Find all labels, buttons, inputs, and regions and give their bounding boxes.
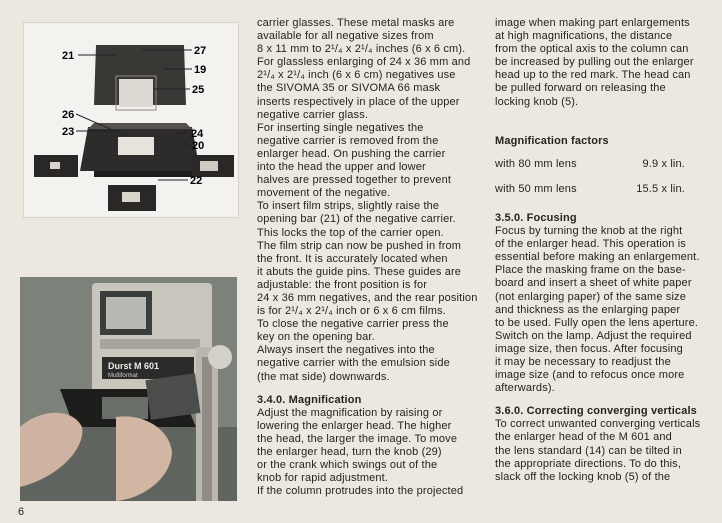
text-line: of the enlarger head. This operation is — [495, 238, 686, 251]
carrier-lid-window — [119, 79, 153, 107]
callout-25: 25 — [192, 84, 205, 96]
magnification-section — [257, 407, 481, 499]
text-line: For glassless enlarging of 24 x 36 mm and — [257, 56, 471, 69]
verticals-heading: 3.6.0. Correcting converging verticals — [495, 405, 697, 418]
text-line: enlarger head. On pushing the carrier — [257, 147, 446, 160]
text-line: opening bar (21) of the negative carrier. — [257, 213, 456, 226]
text-line: head up to the red mark. The head can — [495, 69, 691, 82]
text-line: To close the negative carrier press the — [257, 318, 449, 331]
text-line: Focus by turning the knob at the right — [495, 225, 683, 238]
text-line: inserts respectively in place of the upper — [257, 95, 460, 108]
enlarger-window — [106, 297, 146, 329]
text-line: negative carrier with the emulsion side — [257, 357, 450, 370]
text-line: essential before making an enlargement. — [495, 251, 700, 264]
text-line: at high magnifications, the distance — [495, 30, 673, 43]
verticals-section — [495, 418, 715, 483]
factor-row-80mm — [495, 158, 715, 171]
text-line: the front. It is accurately located when — [257, 252, 448, 265]
text-line: image size (and to refocus once more — [495, 369, 685, 382]
text-line: (the mat side) downwards. — [257, 370, 390, 383]
text-line: slack off the locking knob (5) of the — [495, 470, 671, 483]
text-line: key on the opening bar. — [257, 331, 375, 344]
callout-21: 21 — [62, 50, 75, 62]
magnification-factors-heading: Magnification factors — [495, 134, 609, 147]
callout-23: 23 — [62, 126, 75, 138]
text-line: movement of the negative. — [257, 187, 391, 200]
text-line: afterwards). — [495, 382, 555, 395]
factor-value: 15.5 x lin. — [636, 182, 685, 195]
text-line: To insert film strips, slightly raise the — [257, 200, 440, 213]
film-strip — [145, 373, 200, 420]
factor-lens: with 50 mm lens — [495, 182, 577, 195]
text-line: 8 x 11 mm to 2¹/₄ x 2¹/₄ inches (6 x 6 cm). — [257, 43, 466, 56]
brand-label: Durst M 601 — [108, 361, 160, 371]
text-line: Always insert the negatives into the — [257, 344, 435, 357]
focusing-heading: 3.5.0. Focusing — [495, 211, 577, 224]
focusing-section — [495, 225, 715, 395]
text-line: be increased by pulling out the enlarger — [495, 56, 694, 69]
text-line: or the crank which swings out of the — [257, 459, 438, 472]
callout-22: 22 — [190, 175, 203, 187]
text-line: be pulled forward on releasing the — [495, 82, 666, 95]
text-line: This locks the top of the carrier open. — [257, 226, 444, 239]
callout-24: 24 — [191, 128, 204, 140]
text-line: negative carrier glass. — [257, 108, 369, 121]
text-line: Adjust the magnification by raising or — [257, 406, 443, 419]
text-line: For inserting single negatives the — [257, 121, 424, 134]
carrier-instructions — [257, 17, 481, 384]
text-line: locking knob (5). — [495, 95, 579, 108]
carrier-base-window — [118, 137, 154, 155]
head-offset-text — [495, 17, 715, 109]
callout-26: 26 — [62, 109, 75, 121]
text-line: To correct unwanted converging verticals — [495, 418, 701, 431]
factor-lens: with 80 mm lens — [495, 157, 577, 170]
text-line: If the column protrudes into the projected — [257, 485, 464, 498]
height-knob — [208, 345, 232, 369]
text-line: into the head the upper and lower — [257, 161, 426, 174]
negative-carrier-illustration — [24, 23, 238, 217]
callout-27: 27 — [194, 45, 207, 57]
text-line: is for 2¹/₄ x 2¹/₄ inch or 6 x 6 cm films. — [257, 305, 446, 318]
callout-20: 20 — [192, 140, 205, 152]
text-line: the appropriate directions. To do this, — [495, 457, 682, 470]
text-line: image when making part enlargements — [495, 17, 690, 29]
callout-19: 19 — [194, 64, 207, 76]
factor-value: 9.9 x lin. — [642, 157, 685, 170]
page-number: 6 — [18, 506, 25, 518]
text-line: board and insert a sheet of white paper — [495, 277, 692, 290]
text-line: 2¹/₄ x 2¹/₄ inch (6 x 6 cm) negatives use — [257, 69, 456, 82]
text-line: the SIVOMA 35 or SIVOMA 66 mask — [257, 82, 441, 95]
text-column-2 — [495, 17, 715, 484]
text-line: available for all negative sizes from — [257, 30, 434, 43]
model-label: Multiformat — [108, 373, 138, 379]
text-line: halves are pressed together to prevent — [257, 174, 452, 187]
text-line: Switch on the lamp. Adjust the required — [495, 329, 692, 342]
text-line: and thickness as the enlarging paper — [495, 303, 681, 316]
text-line: adjustable: the front position is for — [257, 278, 428, 291]
text-line: negative carrier is removed from the — [257, 134, 439, 147]
text-line: (not enlarging paper) of the same size — [495, 290, 686, 303]
text-line: carrier glasses. These metal masks are — [257, 17, 455, 29]
text-line: the enlarger head, turn the knob (29) — [257, 446, 442, 458]
text-line: it abuts the guide pins. These guides are — [257, 265, 462, 278]
enlarger-photo-illustration — [20, 277, 237, 501]
text-line: Place the masking frame on the base- — [495, 264, 686, 277]
text-line: The film strip can now be pushed in from — [257, 239, 462, 252]
text-line: the head, the larger the image. To move — [257, 432, 458, 445]
text-line: knob for rapid adjustment. — [257, 472, 389, 485]
text-column-1 — [257, 17, 481, 498]
text-line: lowering the enlarger head. The higher — [257, 419, 452, 432]
text-line: the enlarger head of the M 601 and — [495, 431, 672, 444]
negative-carrier-figure — [23, 22, 239, 218]
text-line: to be used. Fully open the lens aperture. — [495, 316, 699, 329]
text-line: image size, then focus. After focusing — [495, 342, 683, 355]
text-line: 24 x 36 mm negatives, and the rear position — [257, 291, 478, 304]
text-line: from the optical axis to the column can — [495, 43, 689, 56]
text-line: it may be necessary to readjust the — [495, 355, 671, 368]
factor-row-50mm — [495, 183, 715, 196]
enlarger-photo — [20, 277, 237, 501]
magnification-heading: 3.4.0. Magnification — [257, 393, 362, 406]
text-line: the lens standard (14) can be tilted in — [495, 444, 682, 457]
